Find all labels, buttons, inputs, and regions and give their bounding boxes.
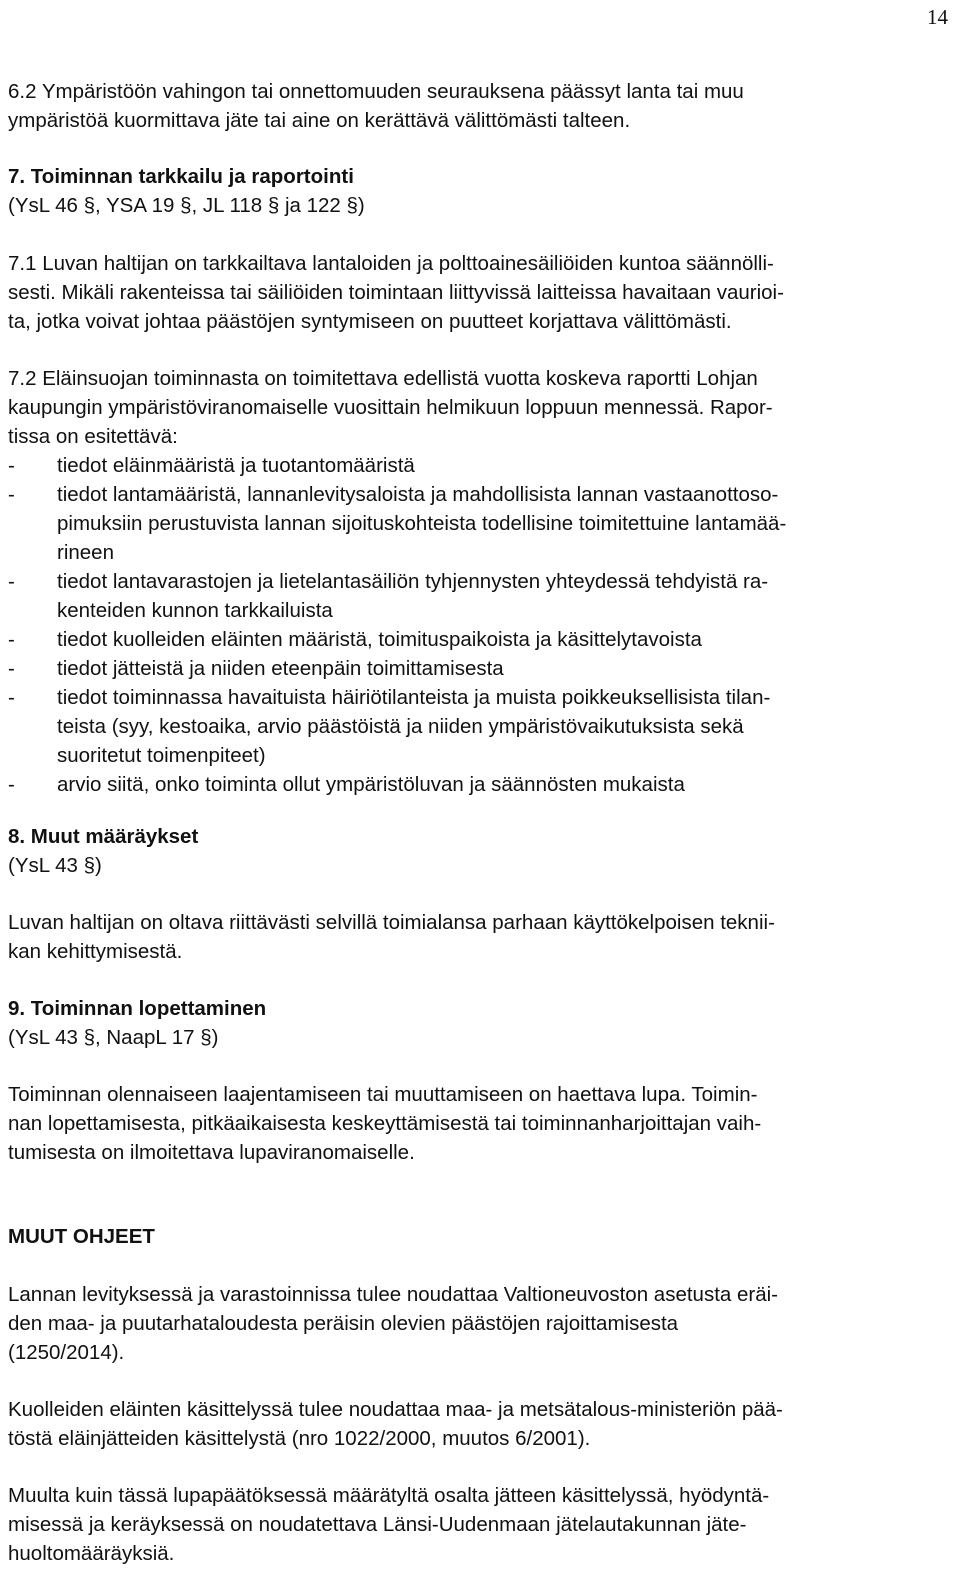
list-item [8, 451, 943, 480]
list-dash: - [8, 686, 15, 709]
list-item-line: tiedot eläinmääristä ja tuotantomääristä [57, 454, 415, 477]
text-line: huoltomääräyksiä. [8, 1542, 175, 1565]
other-instructions-heading: MUUT OHJEET [8, 1225, 155, 1248]
text-line: kaupungin ympäristöviranomaiselle vuosittain helmikuun loppuun mennessä. Rapor- [8, 396, 773, 419]
list-dash: - [8, 628, 15, 651]
section-7-heading: 7. Toiminnan tarkkailu ja raportointi [8, 165, 354, 188]
list-dash: - [8, 773, 15, 796]
list-item-line: pimuksiin perustuvista lannan sijoituskohteista todellisine toimitettuine lantamää- [57, 512, 787, 535]
section-8-heading-block [8, 822, 943, 880]
list-item-line: rineen [57, 541, 114, 564]
list-item-line: suoritetut toimenpiteet) [57, 744, 266, 767]
report-requirements-list [8, 451, 943, 799]
other-instructions-paragraph-2 [8, 1395, 943, 1453]
text-line: Luvan haltijan on oltava riittävästi selvillä toimialansa parhaan käyttökelpoisen teknii- [8, 911, 775, 934]
section-9-heading: 9. Toiminnan lopettaminen [8, 997, 267, 1020]
text-line: 6.2 Ympäristöön vahingon tai onnettomuuden seurauksena päässyt lanta tai muu [8, 80, 744, 103]
text-line: 7.2 Eläinsuojan toiminnasta on toimitettava edellistä vuotta koskeva raportti Lohjan [8, 367, 758, 390]
text-line: tumisesta on ilmoitettava lupaviranomaiselle. [8, 1141, 415, 1164]
text-line: tissa on esitettävä: [8, 425, 178, 448]
list-item [8, 567, 943, 625]
list-dash: - [8, 454, 15, 477]
list-item [8, 770, 943, 799]
section-7-2-paragraph [8, 364, 943, 799]
text-line: Lannan levityksessä ja varastoinnissa tulee noudattaa Valtioneuvoston asetusta eräi- [8, 1283, 778, 1306]
list-item [8, 625, 943, 654]
text-line: kan kehittymisestä. [8, 940, 183, 963]
text-line: (1250/2014). [8, 1341, 125, 1364]
list-item-line: arvio siitä, onko toiminta ollut ympäristöluvan ja säännösten mukaista [57, 773, 685, 796]
other-instructions-paragraph-3 [8, 1481, 943, 1568]
page-number: 14 [927, 5, 948, 29]
list-dash: - [8, 657, 15, 680]
list-dash: - [8, 483, 15, 506]
list-dash: - [8, 570, 15, 593]
text-line: töstä eläinjätteiden käsittelystä (nro 1022/2000, muutos 6/2001). [8, 1427, 591, 1450]
text-line: sesti. Mikäli rakenteissa tai säiliöiden toimintaan liittyvissä laitteissa havaitaan vaurioi- [8, 281, 784, 304]
text-line: den maa- ja puutarhataloudesta peräisin olevien päästöjen rajoittamisesta [8, 1312, 679, 1335]
section-7-legal-reference: (YsL 46 §, YSA 19 §, JL 118 § ja 122 §) [8, 194, 365, 217]
section-6-2-paragraph [8, 77, 943, 135]
section-7-heading-block [8, 162, 943, 220]
section-9-heading-block [8, 994, 943, 1052]
text-line: ympäristöä kuormittava jäte tai aine on kerättävä välittömästi talteen. [8, 109, 631, 132]
text-line: nan lopettamisesta, pitkäaikaisesta keskeyttämisestä tai toiminnanharjoittajan vaih- [8, 1112, 762, 1135]
text-line: Muulta kuin tässä lupapäätöksessä määrätyltä osalta jätteen käsittelyssä, hyödyntä- [8, 1484, 770, 1507]
other-instructions-paragraph-1 [8, 1280, 943, 1367]
list-item-line: kenteiden kunnon tarkkailuista [57, 599, 333, 622]
text-line: Kuolleiden eläinten käsittelyssä tulee noudattaa maa- ja metsätalous-ministeriön pää- [8, 1398, 783, 1421]
list-item [8, 480, 943, 567]
section-8-heading: 8. Muut määräykset [8, 825, 199, 848]
list-item-line: tiedot kuolleiden eläinten määristä, toimituspaikoista ja käsittelytavoista [57, 628, 702, 651]
section-8-paragraph [8, 908, 943, 966]
text-line: 7.1 Luvan haltijan on tarkkailtava lantaloiden ja polttoainesäiliöiden kuntoa säännölli- [8, 252, 774, 275]
text-line: misessä ja keräyksessä on noudatettava Länsi-Uudenmaan jätelautakunnan jäte- [8, 1513, 747, 1536]
section-9-legal-reference: (YsL 43 §, NaapL 17 §) [8, 1026, 219, 1049]
list-item-line: tiedot toiminnassa havaituista häiriötilanteista ja muista poikkeuksellisista tilan- [57, 686, 771, 709]
list-item [8, 683, 943, 770]
text-line: ta, jotka voivat johtaa päästöjen syntymiseen on puutteet korjattava välittömästi. [8, 310, 732, 333]
other-instructions-heading-block [8, 1222, 943, 1251]
list-item-line: teista (syy, kestoaika, arvio päästöistä ja niiden ympäristövaikutuksista sekä [57, 715, 744, 738]
list-item [8, 654, 943, 683]
section-7-1-paragraph [8, 249, 943, 336]
section-8-legal-reference: (YsL 43 §) [8, 854, 102, 877]
section-9-paragraph [8, 1080, 943, 1167]
list-item-line: tiedot lantavarastojen ja lietelantasäiliön tyhjennysten yhteydessä tehdyistä ra- [57, 570, 769, 593]
list-item-line: tiedot jätteistä ja niiden eteenpäin toimittamisesta [57, 657, 504, 680]
text-line: Toiminnan olennaiseen laajentamiseen tai muuttamiseen on haettava lupa. Toimin- [8, 1083, 758, 1106]
list-item-line: tiedot lantamääristä, lannanlevitysaloista ja mahdollisista lannan vastaanottoso- [57, 483, 779, 506]
